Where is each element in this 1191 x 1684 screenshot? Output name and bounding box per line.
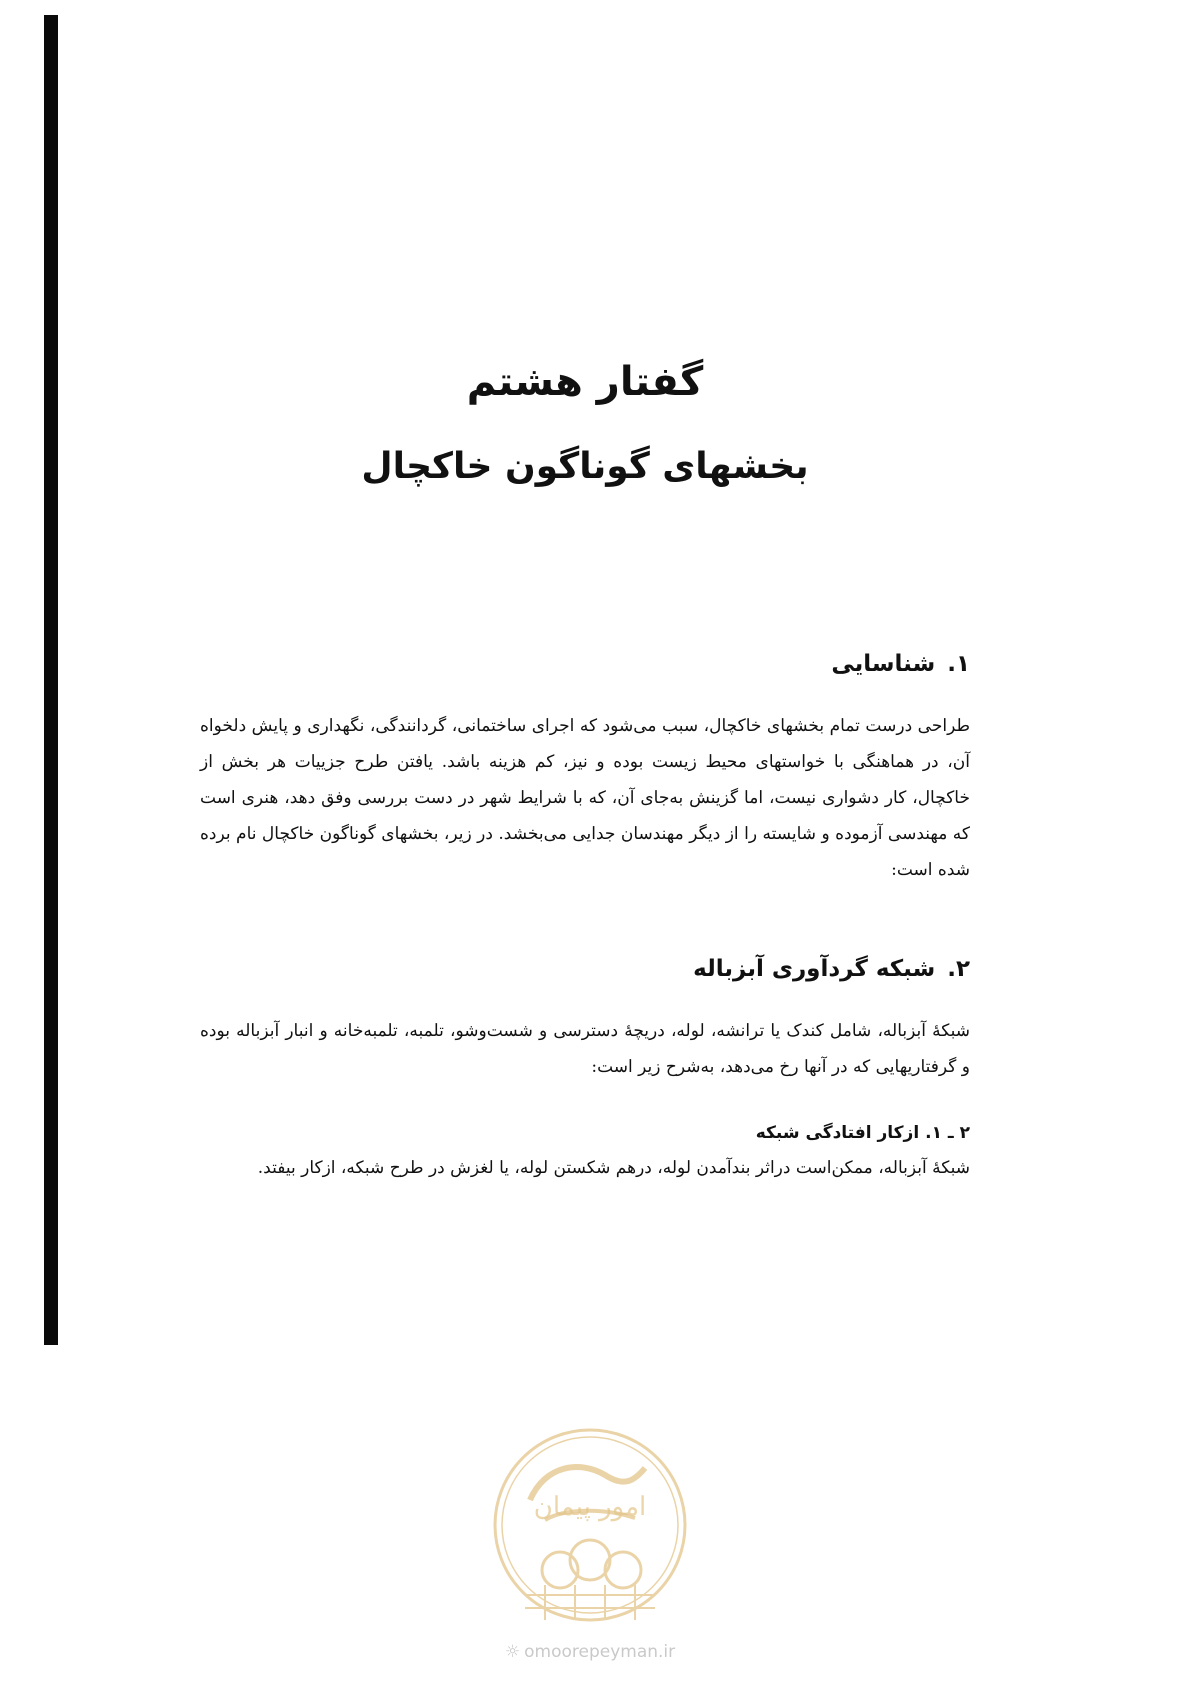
- section-leachate-network: [200, 955, 970, 1085]
- section-title: شناسایی: [831, 651, 936, 677]
- section-introduction: [200, 650, 970, 888]
- section-paragraph: طراحی درست تمام بخشهای خاکچال، سبب می‌شود که اجرای ساختمانی، گردانندگی، نگهداری و پایش دلخواه آن، در هماهنگی با خواستهای محیط زیست بوده و نیز، کم هزینه باشد. یافتن طرح جزییات هر بخش از خاکچال، کار دشواری نیست، اما گزینش به‌جای آن، که با شرایط شهر در دست بررسی وفق دهد، هنری است که مهندسی آزموده و شایسته را از دیگر مهندسان جدایی می‌بخشد. در زیر، بخشهای گوناگون خاکچال نام برده شده است:: [200, 715, 970, 880]
- subsection-heading: [200, 1122, 970, 1144]
- subsection-paragraph: شبکهٔ آبزباله، ممکن‌است دراثر بندآمدن لوله، درهم شکستن لوله، یا لغزش در طرح شبکه، ازکار بیفتد.: [257, 1158, 970, 1179]
- section-heading: [200, 650, 970, 680]
- watermark-site-text: omoorepeyman.ir: [524, 1642, 676, 1662]
- scan-edge-bar: [44, 15, 58, 1345]
- watermark-logo: [485, 1420, 695, 1670]
- section-number: ۱.: [947, 651, 970, 677]
- watermark-site: [485, 1642, 695, 1662]
- subsection-title: ازکار افتادگی شبکه: [755, 1123, 920, 1143]
- chapter-title: گفتار هشتم: [466, 359, 704, 405]
- section-title: شبکه گردآوری آبزباله: [693, 956, 936, 982]
- subsection-number: ۲ ـ ۱.: [925, 1123, 970, 1143]
- subsection-network-failure: [200, 1122, 970, 1186]
- watermark-logo-text: امور پیمان: [533, 1492, 647, 1522]
- globe-icon: ☼: [504, 1642, 521, 1662]
- section-heading: [200, 955, 970, 985]
- chapter-subtitle: بخشهای گوناگون خاکچال: [361, 446, 809, 487]
- watermark-emblem-icon: [485, 1420, 695, 1635]
- section-number: ۲.: [947, 956, 970, 982]
- section-paragraph: شبکهٔ آبزباله، شامل کندک یا ترانشه، لوله، دریچهٔ دسترسی و شست‌وشو، تلمبه، تلمبه‌خانه و انبار آبزباله بوده و گرفتاریهایی که در آنها رخ می‌دهد، به‌شرح زیر است:: [200, 1020, 970, 1077]
